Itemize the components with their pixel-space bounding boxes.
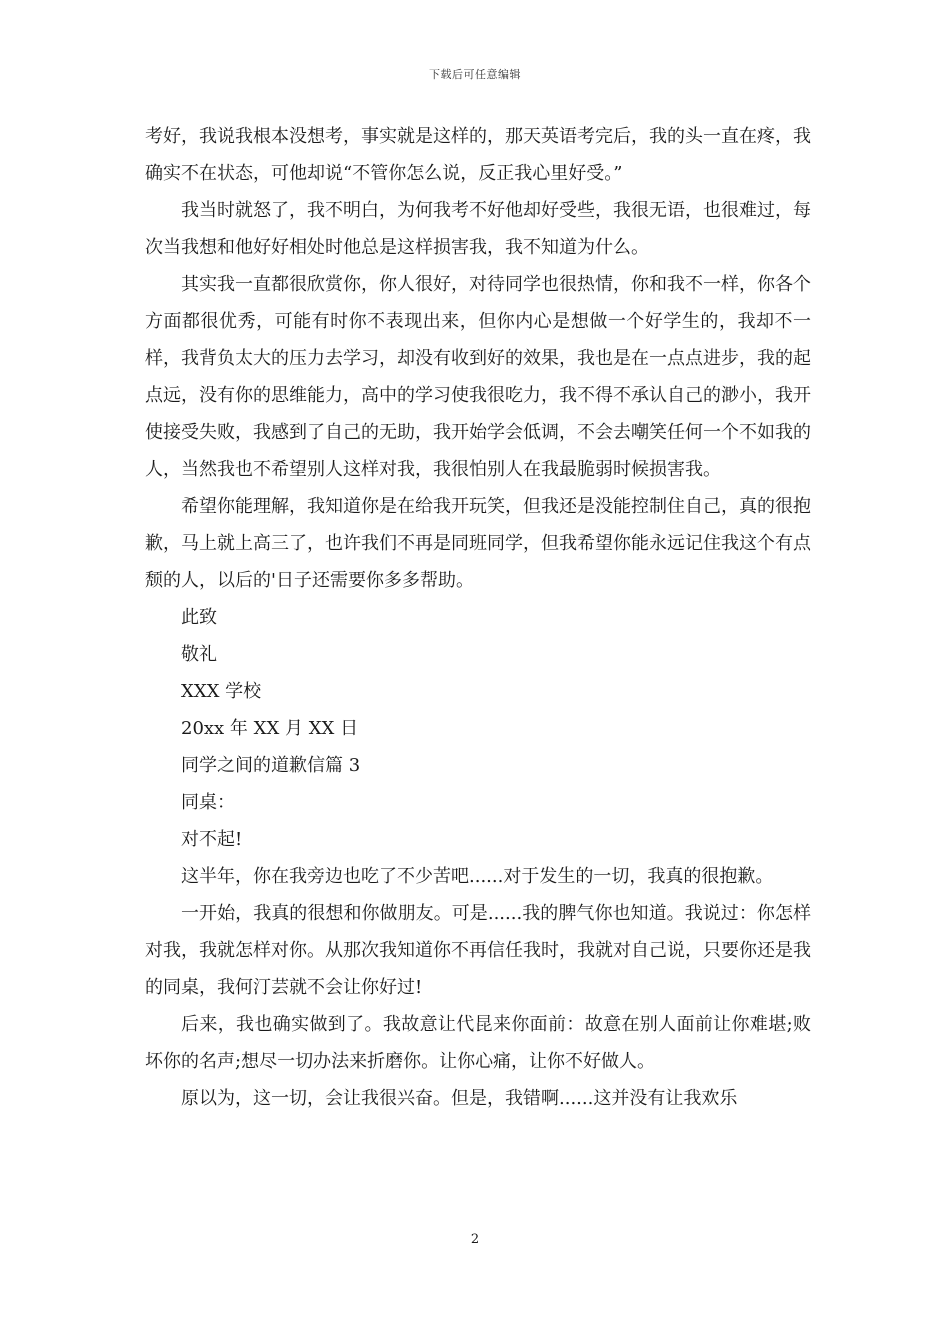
- closing-regards: 敬礼: [181, 644, 217, 665]
- document-body: [145, 118, 811, 1117]
- letter-greeting: 同桌：: [181, 792, 235, 813]
- paragraph-continuation: 考好，我说我根本没想考，事实就是这样的，那天英语考完后，我的头一直在疼，我确实不在状态，可他却说“不管你怎么说，反正我心里好受。”: [145, 126, 811, 184]
- paragraph: 这半年，你在我旁边也吃了不少苦吧......对于发生的一切，我真的很抱歉。: [181, 866, 774, 887]
- paragraph: 其实我一直都很欣赏你，你人很好，对待同学也很热情，你和我不一样，你各个方面都很优秀，可能有时你不表现出来，但你内心是想做一个好学生的，我却不一样，我背负太大的压力去学习，却没有收到好的效果，我也是在一点点进步，我的起点远，没有你的思维能力，高中的学习使我很吃力，我不得不承认自己的渺小，我开使接受失败，我感到了自己的无助，我开始学会低调，不会去嘲笑任何一个不如我的人，当然我也不希望别人这样对我，我很怕别人在我最脆弱时候损害我。: [145, 274, 811, 480]
- section-title: 同学之间的道歉信篇 3: [181, 755, 361, 776]
- paragraph: 一开始，我真的很想和你做朋友。可是......我的脾气你也知道。我说过：你怎样对我，我就怎样对你。从那次我知道你不再信任我时，我就对自己说，只要你还是我的同桌，我何汀芸就不会让你好过!: [145, 903, 811, 998]
- letter-apology: 对不起!: [181, 829, 243, 850]
- paragraph: 希望你能理解，我知道你是在给我开玩笑，但我还是没能控制住自己，真的很抱歉，马上就上高三了，也许我们不再是同班同学，但我希望你能永远记住我这个有点颓的人，以后的'日子还需要你多多帮助。: [145, 496, 811, 591]
- closing-salutation: 此致: [181, 607, 217, 628]
- page-header: 下载后可任意编辑: [429, 68, 521, 81]
- page-number: 2: [470, 1232, 480, 1247]
- paragraph: 原以为，这一切，会让我很兴奋。但是，我错啊......这并没有让我欢乐: [181, 1088, 738, 1109]
- paragraph: 我当时就怒了，我不明白，为何我考不好他却好受些，我很无语，也很难过，每次当我想和他好好相处时他总是这样损害我，我不知道为什么。: [145, 200, 811, 258]
- signature-school: XXX 学校: [181, 681, 262, 702]
- paragraph: 后来，我也确实做到了。我故意让代昆来你面前：故意在别人面前让你难堪;败坏你的名声;想尽一切办法来折磨你。让你心痛，让你不好做人。: [145, 1014, 811, 1072]
- signature-date: 20xx 年 XX 月 XX 日: [181, 718, 359, 739]
